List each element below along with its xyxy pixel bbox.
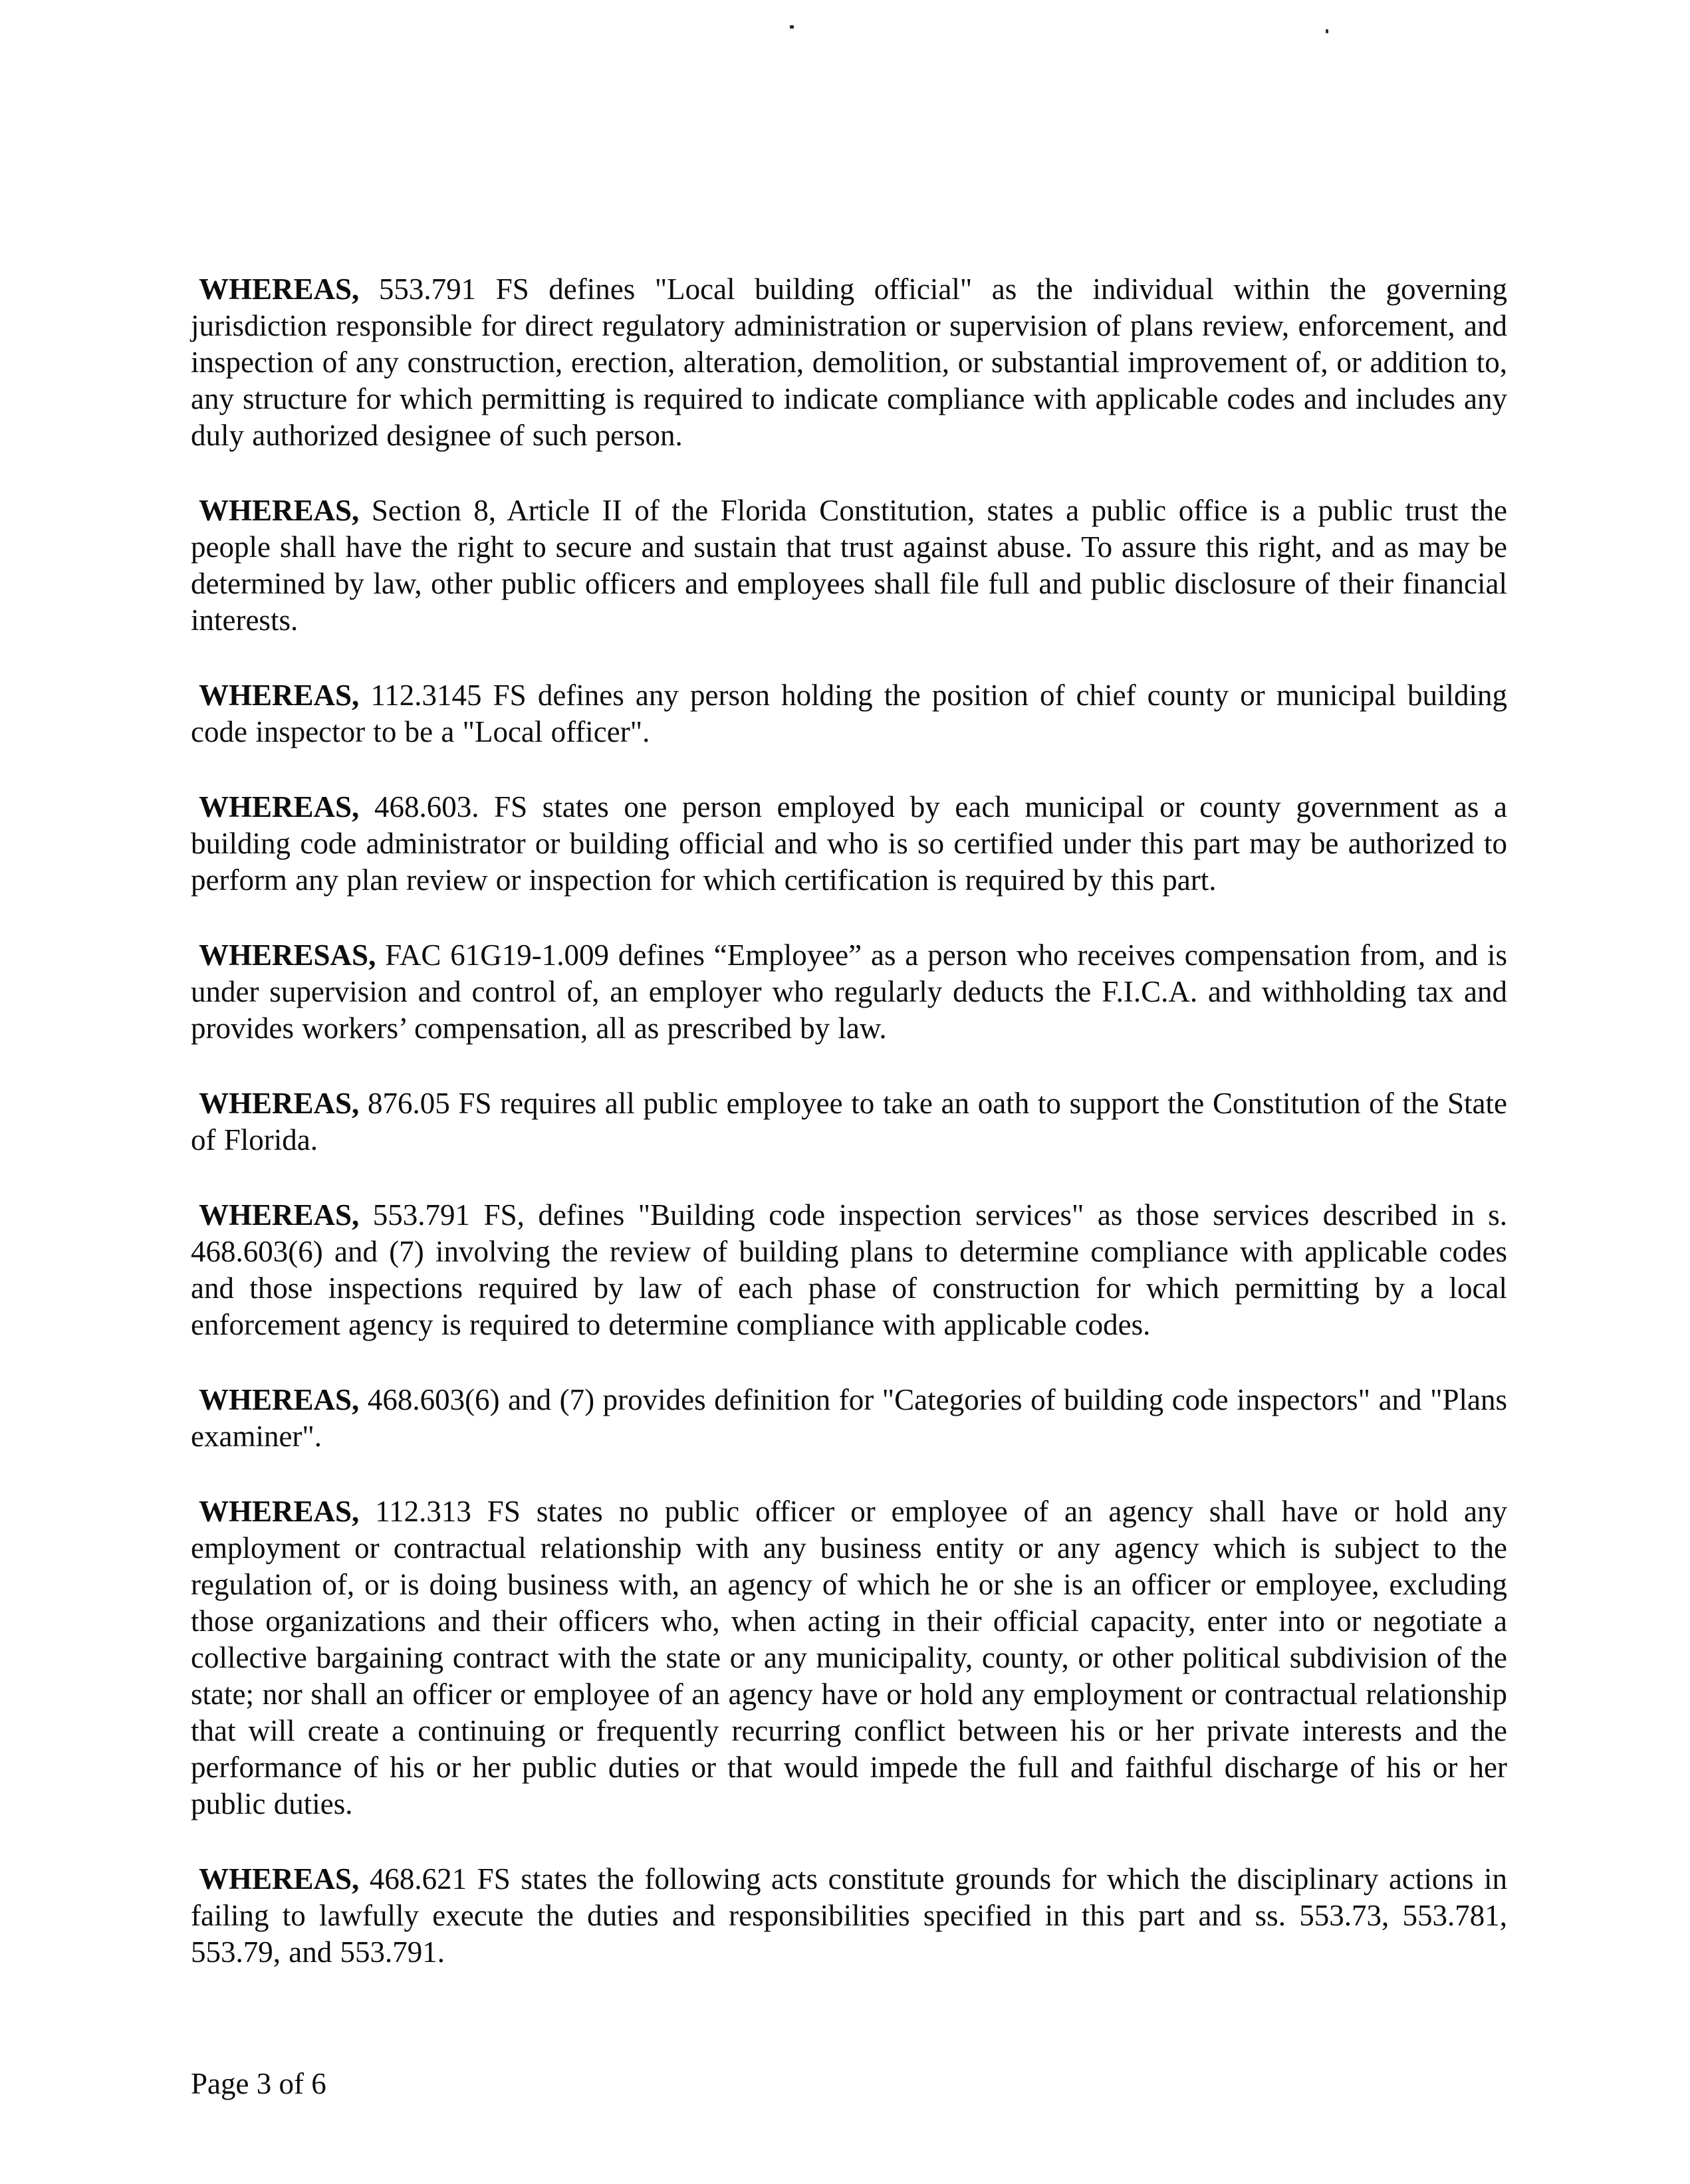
whereas-paragraph (191, 677, 1507, 750)
whereas-paragraph (191, 937, 1507, 1047)
whereas-lead: WHEREAS, (199, 1862, 360, 1896)
whereas-paragraph (191, 1861, 1507, 1971)
whereas-lead: WHEREAS, (199, 273, 360, 306)
paragraph-text: Section 8, Article II of the Florida Constitution, states a public office is a public trust the people shall have the right to secure and sustain that trust against abuse. To assure this right, and as may be determined by law, other public officers and employees shall file full and public disclosure of their financial interests. (191, 494, 1507, 637)
scan-speck-artifact (790, 25, 794, 29)
whereas-lead: WHERESAS, (199, 938, 376, 972)
whereas-paragraph (191, 1085, 1507, 1158)
whereas-lead: WHEREAS, (199, 790, 360, 823)
scan-speck-artifact (1326, 29, 1328, 33)
paragraph-text: 112.3145 FS defines any person holding the position of chief county or municipal building code inspector to be a "Local officer". (191, 679, 1507, 748)
whereas-paragraph (191, 1197, 1507, 1343)
whereas-paragraph (191, 789, 1507, 899)
whereas-lead: WHEREAS, (199, 1383, 360, 1416)
paragraph-text: 553.791 FS, defines "Building code inspection services" as those services described in s. 468.603(6) and (7) involving the review of building plans to determine compliance with applicable codes and those inspections required by law of each phase of construction for which permitting by a local enforcement agency is required to determine compliance with applicable codes. (191, 1198, 1507, 1341)
whereas-lead: WHEREAS, (199, 679, 360, 712)
paragraph-text: FAC 61G19-1.009 defines “Employee” as a person who receives compensation from, and is under supervision and control of, an employer who regularly deducts the F.I.C.A. and withholding tax and provides workers’ compensation, all as prescribed by law. (191, 938, 1507, 1045)
whereas-paragraph (191, 271, 1507, 454)
whereas-lead: WHEREAS, (199, 494, 360, 527)
whereas-paragraph (191, 1493, 1507, 1822)
paragraph-text: 468.603(6) and (7) provides definition for "Categories of building code inspectors" and "Plans examiner". (191, 1383, 1507, 1453)
paragraph-text: 112.313 FS states no public officer or employee of an agency shall have or hold any employment or contractual relationship with any business entity or any agency which is subject to the regulation of, or is doing business with, an agency of which he or she is an officer or employee, excluding those organizations and their officers who, when acting in their official capacity, enter into or negotiate a collective bargaining contract with the state or any municipality, county, or other political subdivision of the state; nor shall an officer or employee of an agency have or hold any employment or contractual relationship that will create a continuing or frequently recurring conflict between his or her private interests and the performance of his or her public duties or that would impede the full and faithful discharge of his or her public duties. (191, 1495, 1507, 1820)
paragraph-text: 876.05 FS requires all public employee to take an oath to support the Constitution of the State of Florida. (191, 1087, 1507, 1156)
paragraph-text: 553.791 FS defines "Local building official" as the individual within the governing jurisdiction responsible for direct regulatory administration or supervision of plans review, enforcement, and inspection of any construction, erection, alteration, demolition, or substantial improvement of, or addition to, any structure for which permitting is required to indicate compliance with applicable codes and includes any duly authorized designee of such person. (191, 273, 1507, 452)
whereas-paragraph (191, 1382, 1507, 1455)
paragraph-text: 468.621 FS states the following acts constitute grounds for which the disciplinary actions in failing to lawfully execute the duties and responsibilities specified in this part and ss. 553.73, 553.781, 553.79, and 553.791. (191, 1862, 1507, 1969)
document-body (191, 271, 1507, 1971)
page-number: Page 3 of 6 (191, 2067, 326, 2100)
whereas-lead: WHEREAS, (199, 1198, 360, 1232)
whereas-lead: WHEREAS, (199, 1087, 360, 1120)
paragraph-text: 468.603. FS states one person employed by each municipal or county government as a building code administrator or building official and who is so certified under this part may be authorized to perform any plan review or inspection for which certification is required by this part. (191, 790, 1507, 897)
whereas-paragraph (191, 492, 1507, 639)
whereas-lead: WHEREAS, (199, 1495, 360, 1528)
